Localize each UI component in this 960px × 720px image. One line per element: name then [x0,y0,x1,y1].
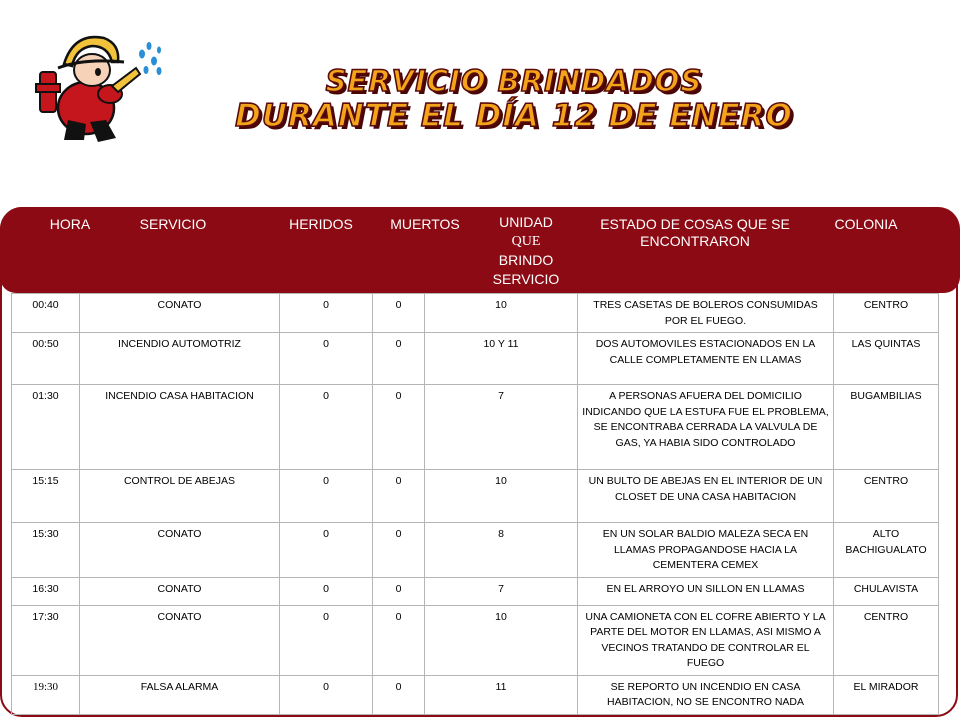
cell-heridos: 0 [280,385,373,470]
cell-servicio: INCENDIO AUTOMOTRIZ [80,333,280,385]
page-title-line2: DURANTE EL DÍA 12 DE ENERO [235,98,793,134]
column-header-unidad-line4: SERVICIO [492,271,560,287]
cell-heridos: 0 [280,333,373,385]
cell-unidad: 10 [425,294,578,333]
table-header [0,207,960,293]
cell-colonia: CENTRO [834,470,939,523]
cell-servicio: CONATO [80,294,280,333]
cell-servicio: CONATO [80,577,280,605]
cell-unidad: 11 [425,675,578,714]
cell-unidad: 10 [425,470,578,523]
table-row [12,470,939,523]
cell-muertos: 0 [373,523,425,578]
column-header-hora: HORA [49,216,91,232]
cell-estado: TRES CASETAS DE BOLEROS CONSUMIDAS POR EL FUEGO. [578,294,834,333]
table-row [12,675,939,714]
column-header-colonia: COLONIA [834,216,898,232]
services-table [11,293,939,715]
column-header-muertos: MUERTOS [390,216,460,232]
cell-unidad: 10 [425,605,578,675]
cell-heridos: 0 [280,605,373,675]
cell-hora: 17:30 [12,605,80,675]
cell-hora: 00:50 [12,333,80,385]
cell-heridos: 0 [280,294,373,333]
column-header-unidad [480,207,572,293]
cell-unidad: 7 [425,385,578,470]
cell-heridos: 0 [280,523,373,578]
column-header-unidad-line1: UNIDAD [499,214,553,230]
cell-muertos: 0 [373,675,425,714]
cell-hora: 01:30 [12,385,80,470]
cell-hora: 15:15 [12,470,80,523]
cell-servicio: CONTROL DE ABEJAS [80,470,280,523]
cell-heridos: 0 [280,675,373,714]
cell-colonia: ALTO BACHIGUALATO [834,523,939,578]
cell-hora: 16:30 [12,577,80,605]
table-row [12,523,939,578]
cell-unidad: 7 [425,577,578,605]
cell-hora: 19:30 [12,675,80,714]
cell-estado: EN UN SOLAR BALDIO MALEZA SECA EN LLAMAS PROPAGANDOSE HACIA LA CEMENTERA CEMEX [578,523,834,578]
cell-hora: 15:30 [12,523,80,578]
cell-muertos: 0 [373,294,425,333]
cell-colonia: LAS QUINTAS [834,333,939,385]
page-title-line1: SERVICIO BRINDADOS [325,64,703,98]
cell-colonia: CENTRO [834,294,939,333]
table-row [12,577,939,605]
cell-estado: SE REPORTO UN INCENDIO EN CASA HABITACION, NO SE ENCONTRO NADA [578,675,834,714]
cell-servicio: FALSA ALARMA [80,675,280,714]
cell-muertos: 0 [373,333,425,385]
cell-heridos: 0 [280,577,373,605]
column-header-unidad-line2: QUE [511,234,541,249]
column-header-servicio: SERVICIO [139,216,207,232]
cell-servicio: INCENDIO CASA HABITACION [80,385,280,470]
cell-servicio: CONATO [80,523,280,578]
cell-muertos: 0 [373,385,425,470]
table-row [12,385,939,470]
cell-heridos: 0 [280,470,373,523]
cell-unidad: 10 Y 11 [425,333,578,385]
cell-estado: DOS AUTOMOVILES ESTACIONADOS EN LA CALLE COMPLETAMENTE EN LLAMAS [578,333,834,385]
table-row [12,605,939,675]
cell-muertos: 0 [373,577,425,605]
cell-estado: UNA CAMIONETA CON EL COFRE ABIERTO Y LA PARTE DEL MOTOR EN LLAMAS, ASI MISMO A VECINOS TRATANDO DE CONTROLAR EL FUEGO [578,605,834,675]
cell-hora: 00:40 [12,294,80,333]
cell-colonia: CENTRO [834,605,939,675]
column-header-unidad-line3: BRINDO [498,252,554,268]
cell-unidad: 8 [425,523,578,578]
table-row [12,333,939,385]
cell-servicio: CONATO [80,605,280,675]
column-header-heridos: HERIDOS [289,216,353,232]
table-row [12,294,939,333]
cell-colonia: EL MIRADOR [834,675,939,714]
cell-muertos: 0 [373,605,425,675]
cell-estado: A PERSONAS AFUERA DEL DOMICILIO INDICANDO QUE LA ESTUFA FUE EL PROBLEMA, SE ENCONTRABA CERRADA LA VALVULA DE GAS, YA HABIA SIDO CONTROLADO [578,385,834,470]
cell-colonia: BUGAMBILIAS [834,385,939,470]
cell-muertos: 0 [373,470,425,523]
cell-colonia: CHULAVISTA [834,577,939,605]
cell-estado: UN BULTO DE ABEJAS EN EL INTERIOR DE UN CLOSET DE UNA CASA HABITACION [578,470,834,523]
cell-estado: EN EL ARROYO UN SILLON EN LLAMAS [578,577,834,605]
column-header-estado: ESTADO DE COSAS QUE SE ENCONTRARON [600,216,790,249]
